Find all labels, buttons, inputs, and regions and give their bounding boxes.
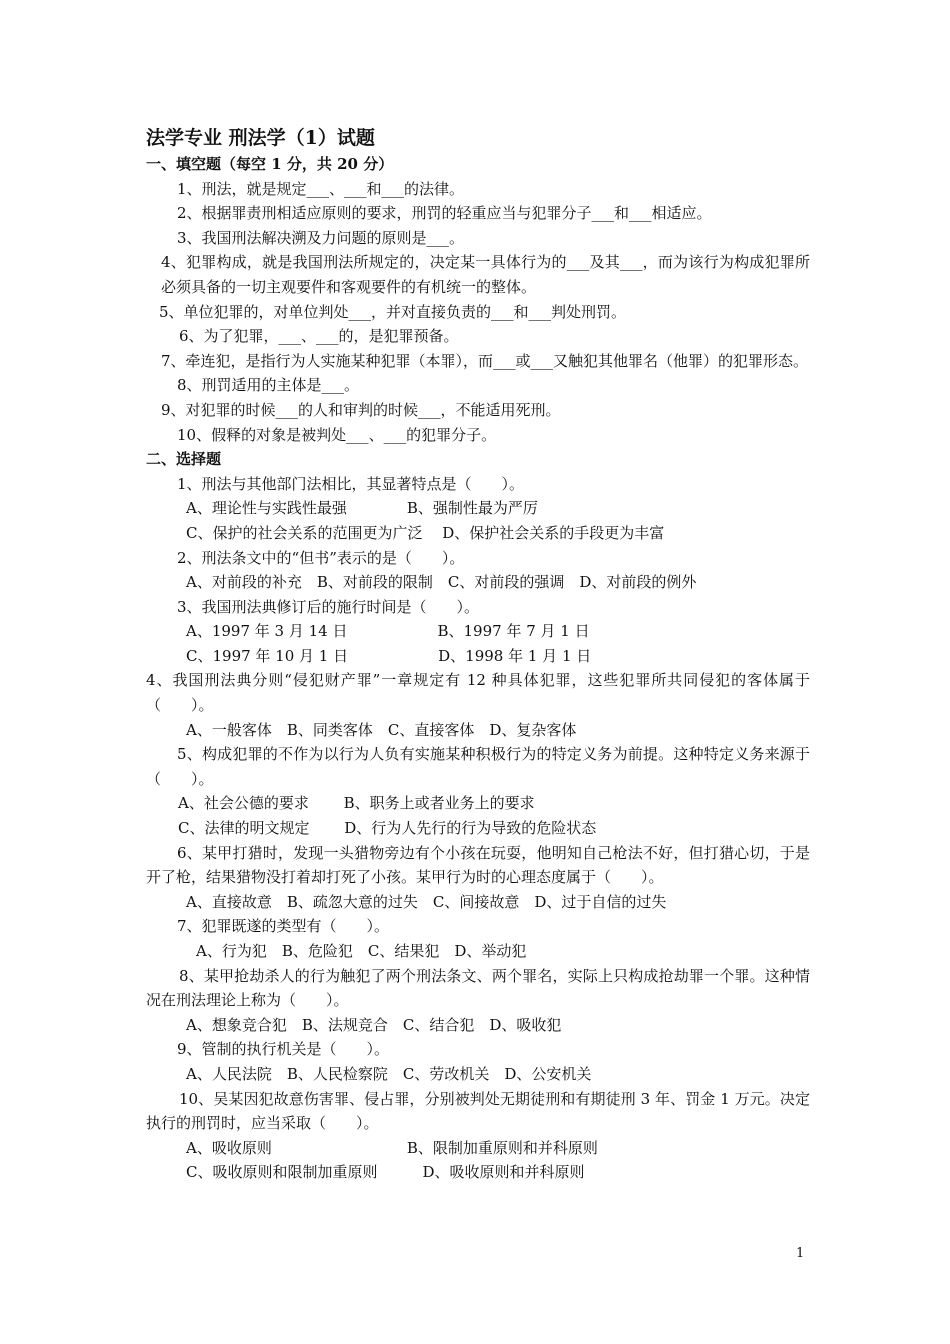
question-2-2-options: A、对前段的补充 B、对前段的限制 C、对前段的强调 D、对前段的例外 (186, 573, 697, 592)
question-2-4: 4、我国刑法典分则“侵犯财产罪”一章规定有 12 种具体犯罪，这些犯罪所共同侵犯的客体属于（ ）。 (146, 671, 810, 715)
question-2-3: 3、我国刑法典修订后的施行时间是（ ）。 (177, 597, 480, 616)
section-heading-choice: 二、选择题 (146, 450, 222, 469)
question-1-3: 3、我国刑法解决溯及力问题的原则是___。 (177, 228, 465, 247)
question-1-5: 5、单位犯罪的，对单位判处___，并对直接负责的___和___判处刑罚。 (159, 302, 627, 321)
question-1-4: 4、犯罪构成，就是我国刑法所规定的，决定某一具体行为的___及其___，而为该行为构成犯罪所必须具备的一切主观要件和客观要件的有机统一的整体。 (161, 253, 810, 296)
page-number: 1 (796, 1246, 805, 1261)
question-2-3-options-a-b: A、1997 年 3 月 14 日 B、1997 年 7 月 1 日 (186, 622, 590, 641)
question-2-10: 10、吴某因犯故意伤害罪、侵占罪，分别被判处无期徒刑和有期徒刑 3 年、罚金 1 万元。决定执行的刑罚时，应当采取（ ）。 (146, 1089, 810, 1133)
question-2-5: 5、构成犯罪的不作为以行为人负有实施某种积极行为的特定义务为前提。这种特定义务来源于（ ）。 (146, 745, 810, 788)
question-2-6-options: A、直接故意 B、疏忽大意的过失 C、间接故意 D、过于自信的过失 (186, 892, 667, 911)
question-2-2: 2、刑法条文中的“但书”表示的是（ ）。 (177, 548, 465, 567)
question-2-8-options: A、想象竞合犯 B、法规竞合 C、结合犯 D、吸收犯 (186, 1015, 562, 1034)
question-1-2: 2、根据罪责刑相适应原则的要求，刑罚的轻重应当与犯罪分子___和___相适应。 (177, 204, 712, 223)
question-2-5-options-a-b: A、社会公德的要求 B、职务上或者业务上的要求 (178, 794, 535, 813)
question-2-1: 1、刑法与其他部门法相比，其显著特点是（ ）。 (177, 474, 525, 493)
question-2-7-options: A、行为犯 B、危险犯 C、结果犯 D、举动犯 (196, 942, 527, 960)
question-2-1-options-a-b: A、理论性与实践性最强 B、强制性最为严厉 (186, 499, 538, 518)
question-2-5-options-c-d: C、法律的明文规定 D、行为人先行的行为导致的危险状态 (178, 819, 597, 838)
question-2-4-options: A、一般客体 B、同类客体 C、直接客体 D、复杂客体 (186, 720, 577, 739)
question-2-9: 9、管制的执行机关是（ ）。 (177, 1040, 390, 1059)
question-2-10-options-c-d: C、吸收原则和限制加重原则 D、吸收原则和并科原则 (186, 1163, 585, 1182)
question-2-10-options-a-b: A、吸收原则 B、限制加重原则和并科原则 (186, 1138, 598, 1157)
question-1-8: 8、刑罚适用的主体是___。 (177, 376, 360, 395)
question-1-10: 10、假释的对象是被判处___、___的犯罪分子。 (177, 425, 497, 444)
page-title: 法学专业 刑法学（1）试题 (146, 127, 375, 149)
question-1-6: 6、为了犯罪，___、___的，是犯罪预备。 (179, 327, 459, 346)
question-2-1-options-c-d: C、保护的社会关系的范围更为广泛 D、保护社会关系的手段更为丰富 (186, 523, 665, 542)
section-heading-fill-blank: 一、填空题（每空 1 分，共 20 分） (146, 155, 394, 173)
exam-content (146, 124, 810, 1185)
question-1-1: 1、刑法，就是规定___、___和___的法律。 (177, 179, 465, 198)
question-2-3-options-c-d: C、1997 年 10 月 1 日 D、1998 年 1 月 1 日 (186, 646, 592, 665)
question-1-7: 7、牵连犯，是指行为人实施某种犯罪（本罪），而___或___又触犯其他罪名（他罪）的犯罪形态。 (161, 351, 809, 370)
question-2-8: 8、某甲抢劫杀人的行为触犯了两个刑法条文、两个罪名，实际上只构成抢劫罪一个罪。这种情况在刑法理论上称为（ ）。 (146, 966, 810, 1010)
question-2-9-options: A、人民法院 B、人民检察院 C、劳改机关 D、公安机关 (186, 1064, 592, 1083)
question-2-7: 7、犯罪既遂的类型有（ ）。 (177, 917, 390, 936)
question-2-6: 6、某甲打猎时，发现一头猎物旁边有个小孩在玩耍，他明知自己枪法不好，但打猎心切，于是开了枪，结果猎物没打着却打死了小孩。某甲行为时的心理态度属于（ ）。 (146, 843, 810, 887)
question-1-9: 9、对犯罪的时候___的人和审判的时候___，不能适用死刑。 (161, 400, 561, 419)
